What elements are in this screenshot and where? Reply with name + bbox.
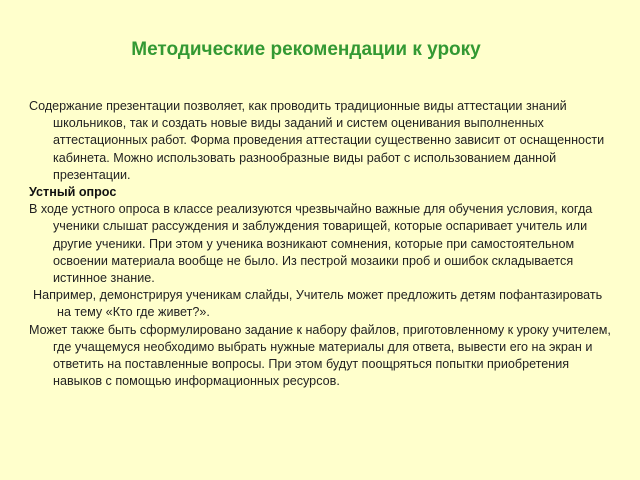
files-task-paragraph: Может также быть сформулировано задание к набору файлов, приготовленному к уроку учителем, где учащемуся необходимо выбрать нужные материалы для ответа, вывести его на экран и ответить на поставленные вопросы. При этом будут поощряться попытки приобретения навыков с помощью информационных ресурсов. <box>29 322 611 389</box>
slide-body <box>29 98 611 390</box>
intro-paragraph: Содержание презентации позволяет, как проводить традиционные виды аттестации знаний школьников, так и создать новые виды заданий и систем оценивания выполненных аттестационных работ. Форма проведения аттестации существенно зависит от оснащенности кабинета. Можно использовать разнообразные виды работ с использованием данной презентации. <box>29 99 605 182</box>
example-paragraph: Например, демонстрируя ученикам слайды, Учитель может предложить детям пофантазировать на тему «Кто где живет?». <box>33 288 603 320</box>
oral-survey-heading: Устный опрос <box>29 185 117 200</box>
slide-title: Методические рекомендации к уроку <box>131 39 481 60</box>
oral-survey-paragraph: В ходе устного опроса в классе реализуются чрезвычайно важные для обучения условия, когда ученики слышат рассуждения и заблуждения товарищей, которые оспаривает учитель или другие ученики. При этом у ученика возникают сомнения, которые при самостоятельном освоении материала вообще не было. Из пестрой мозаики проб и ошибок складывается истинное знание. <box>29 202 593 286</box>
